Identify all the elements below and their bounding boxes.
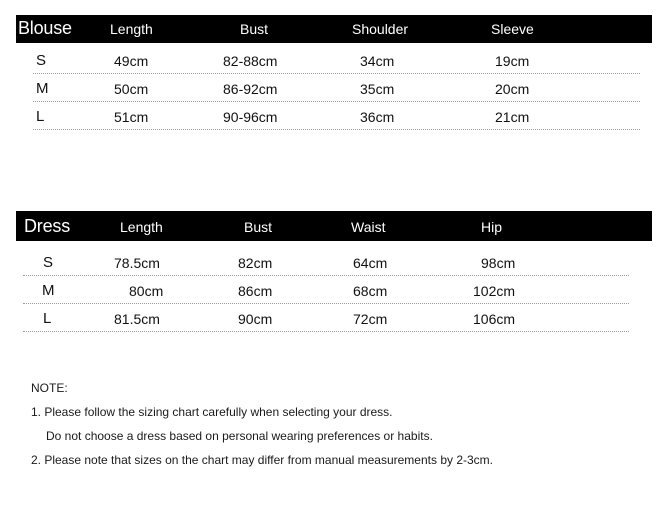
length-value: 80cm bbox=[129, 283, 164, 299]
dress-col-length: Length bbox=[120, 219, 163, 235]
dress-row-s bbox=[23, 253, 629, 276]
blouse-col-shoulder: Shoulder bbox=[352, 21, 409, 37]
bust-value: 86cm bbox=[238, 283, 273, 299]
blouse-table-header bbox=[16, 15, 652, 43]
length-value: 50cm bbox=[114, 81, 149, 97]
blouse-row-l bbox=[33, 107, 640, 130]
length-value: 51cm bbox=[114, 109, 149, 125]
dress-col-hip: Hip bbox=[481, 219, 503, 235]
blouse-row-m bbox=[33, 79, 640, 102]
bust-value: 90-96cm bbox=[223, 109, 278, 125]
shoulder-value: 36cm bbox=[360, 109, 395, 125]
size-label: L bbox=[36, 108, 45, 125]
blouse-col-bust: Bust bbox=[240, 21, 269, 37]
hip-value: 98cm bbox=[481, 255, 516, 271]
hip-value: 102cm bbox=[473, 283, 516, 299]
size-label: M bbox=[36, 80, 49, 97]
note-item-2: 2. Please note that sizes on the chart may differ from manual measurements by 2-3cm. bbox=[31, 453, 493, 467]
bust-value: 82cm bbox=[238, 255, 273, 271]
waist-value: 64cm bbox=[353, 255, 388, 271]
length-value: 78.5cm bbox=[114, 255, 160, 271]
length-value: 81.5cm bbox=[114, 311, 160, 327]
hip-value: 106cm bbox=[473, 311, 516, 327]
size-label: L bbox=[43, 310, 52, 327]
blouse-col-sleeve: Sleeve bbox=[491, 21, 534, 37]
note-item-1-continued: Do not choose a dress based on personal wearing preferences or habits. bbox=[46, 429, 433, 443]
shoulder-value: 34cm bbox=[360, 53, 395, 69]
blouse-row-s bbox=[33, 51, 640, 74]
bust-value: 86-92cm bbox=[223, 81, 278, 97]
size-label: S bbox=[36, 52, 47, 69]
size-label: S bbox=[43, 254, 54, 271]
dress-col-bust: Bust bbox=[244, 219, 273, 235]
sleeve-value: 20cm bbox=[495, 81, 530, 97]
dress-col-waist: Waist bbox=[351, 219, 386, 235]
sleeve-value: 21cm bbox=[495, 109, 530, 125]
blouse-table-title: Blouse bbox=[18, 18, 72, 38]
blouse-col-length: Length bbox=[110, 21, 153, 37]
shoulder-value: 35cm bbox=[360, 81, 395, 97]
size-label: M bbox=[42, 282, 55, 299]
bust-value: 82-88cm bbox=[223, 53, 278, 69]
dress-table-header bbox=[16, 211, 652, 241]
bust-value: 90cm bbox=[238, 311, 273, 327]
sleeve-value: 19cm bbox=[495, 53, 530, 69]
waist-value: 72cm bbox=[353, 311, 388, 327]
dress-row-l bbox=[23, 309, 629, 332]
waist-value: 68cm bbox=[353, 283, 388, 299]
dress-row-m bbox=[23, 281, 629, 304]
notes-heading: NOTE: bbox=[31, 381, 68, 395]
dress-table-title: Dress bbox=[24, 216, 71, 236]
note-item-1: 1. Please follow the sizing chart carefully when selecting your dress. bbox=[31, 405, 393, 419]
length-value: 49cm bbox=[114, 53, 149, 69]
